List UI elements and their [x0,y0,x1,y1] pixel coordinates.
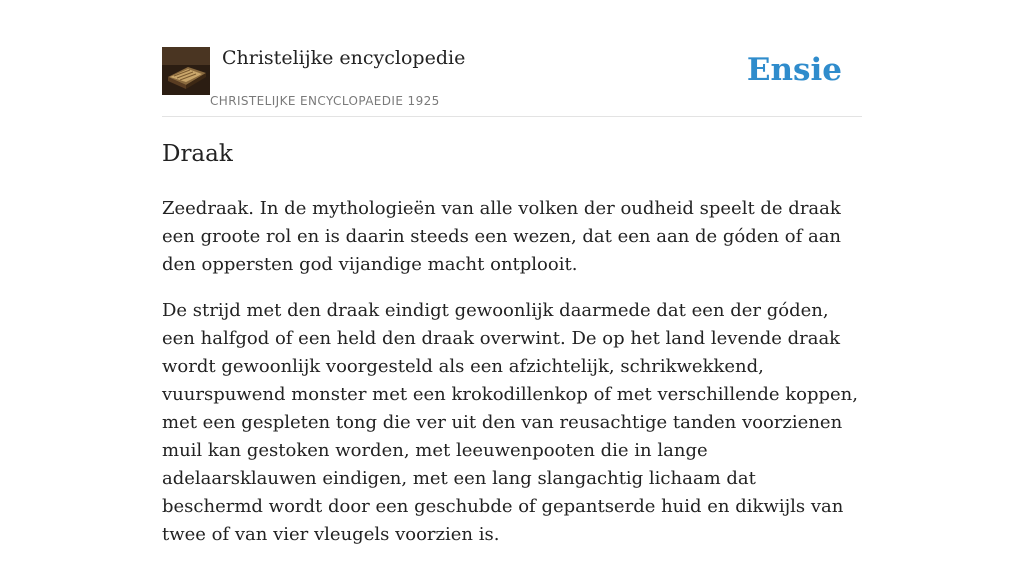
site-header [162,46,862,117]
site-title[interactable]: Christelijke encyclopedie [222,47,466,69]
brand-logo[interactable]: Ensie [746,52,842,88]
article-paragraph: Zeedraak. In de mythologieën van alle volken der oudheid speelt de draak een groote rol en is daarin steeds een wezen, dat een aan de góden of aan den oppersten god vijandige macht ontplooit. [162,198,842,275]
article-title: Draak [162,141,233,167]
avatar[interactable] [162,47,210,95]
article-paragraph: De strijd met den draak eindigt gewoonlijk daarmede dat een der góden, een halfgod of een held den draak overwint. De op het land levende draak wordt gewoonlijk voorgesteld als een afzichtelijk, schrikwekkend, vuurspuwend monster met een krokodillenkop of met verschillende koppen, met een gespleten tong die ver uit den van reusachtige tanden voorzienen muil kan gestoken worden, met leeuwenpooten die in lange adelaarsklauwen eindigen, met een lang slangachtig lichaam dat beschermd wordt door een geschubde of gepantserde huid en dikwijls van twee of van vier vleugels voorzien is. [162,300,858,545]
site-subtitle: CHRISTELIJKE ENCYCLOPAEDIE 1925 [210,94,440,108]
article [162,138,862,567]
book-icon [162,47,210,95]
